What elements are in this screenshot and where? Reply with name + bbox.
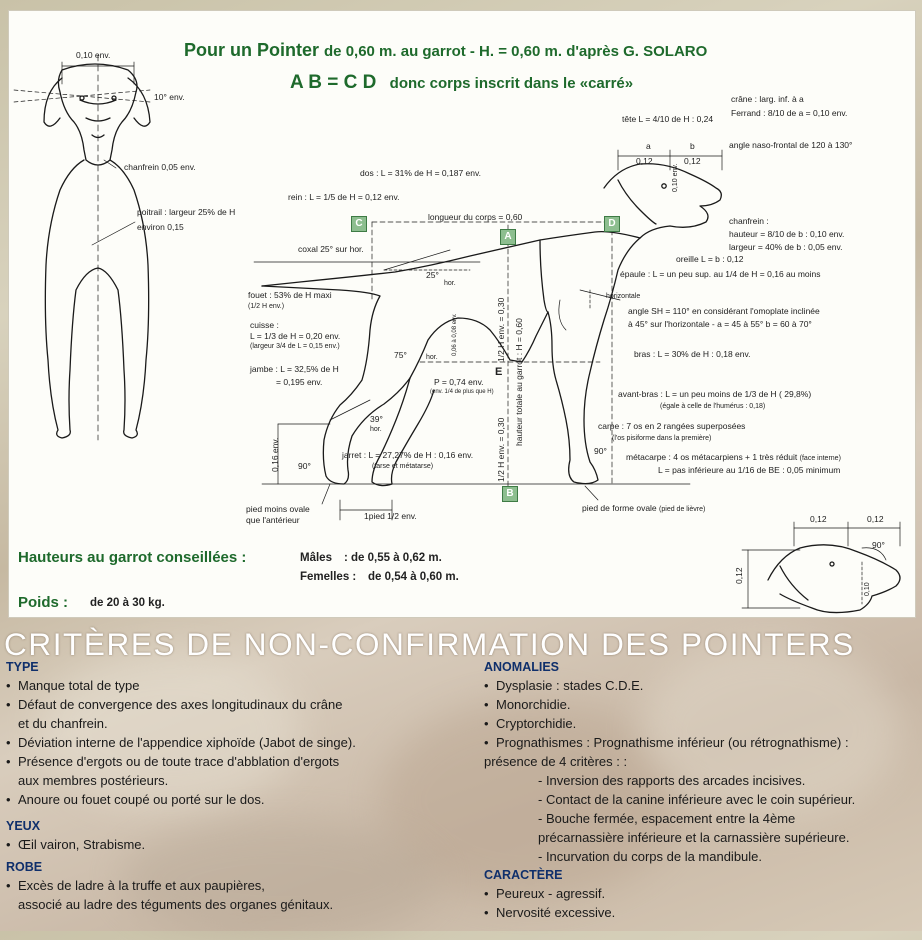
label-ferrand: Ferrand : 8/10 de a = 0,10 env. [731,108,848,118]
page-title: CRITÈRES DE NON-CONFIRMATION DES POINTERS [4,626,855,662]
list-item-text: Manque total de type [18,678,140,693]
list-item-text: Monorchidie. [496,697,571,712]
label-metacarpe-note: (face interne) [799,455,841,462]
heights-males-label: Mâles [300,552,332,564]
label-epaule: épaule : L = un peu sup. au 1/4 de H = 0,16 au moins [620,269,821,279]
header-line-1-rest: de 0,60 m. au garrot - H. = 0,60 m. d'après G. SOLARO [324,43,708,60]
label-chanfrein-1: hauteur = 8/10 de b : 0,10 env. [729,229,845,239]
label-piedhalf: 1pied 1/2 env. [364,511,417,521]
list-item: • Prognathismes : Prognathisme inférieur (ou rétrognathisme) : [484,735,849,750]
left-column [6,660,456,914]
label-jarret-2: (tarse et métatarse) [372,463,434,470]
mini-head-diagram [742,522,900,613]
list-item-text: Prognathismes : Prognathisme inférieur (ou rétrognathisme) : [496,735,849,750]
label-rein: rein : L = 1/5 de H = 0,12 env. [288,192,400,202]
section-robe-title: ROBE [6,860,43,874]
label-90deg-a: 90° [298,461,311,471]
label-jambe-2: = 0,195 env. [276,377,323,387]
label-pied-2: que l'antérieur [246,515,300,525]
label-half-h-bot: 1/2 H env. = 0,30 [496,417,506,482]
label-tete: tête L = 4/10 de H : 0,24 [622,114,714,124]
right-column [484,660,916,922]
point-a-box: A [500,229,516,245]
list-item: • Dysplasie : stades C.D.E. [484,678,644,693]
front-view-dog [44,64,150,438]
front-chanfrein: chanfrein 0,05 env. [124,162,196,172]
front-poitrail-2: environ 0,15 [137,222,184,232]
label-chest: 0,06 à 0,08 env. [452,313,458,356]
heights-females-value: de 0,54 à 0,60 m. [368,571,459,583]
label-cuisse-2: (largeur 3/4 de L = 0,15 env.) [250,343,340,350]
header-line-2-bold: A B = C D [290,72,377,93]
list-item-text: Cryptorchidie. [496,716,577,731]
point-b-box: B [502,486,518,502]
label-p: P = 0,74 env. [434,377,484,387]
label-half-h-top: 1/2 H env. = 0,30 [496,297,506,362]
list-item: • Défaut de convergence des axes longitudinaux du crâne [6,697,343,712]
front-poitrail: poitrail : largeur 25% de H [137,207,236,217]
label-horizontale: horizontale [606,293,641,300]
label-b-val: 0,12 [684,156,701,166]
label-a: a [646,141,651,151]
label-fouet: fouet : 53% de H maxi [248,290,332,300]
label-naso: angle naso-frontal de 120 à 130° [729,140,853,150]
list-item-text: Anoure ou fouet coupé ou porté sur le dos. [18,792,265,807]
header-line-2-rest: donc corps inscrit dans le «carré» [389,75,634,92]
label-fouet-2: (1/2 H env.) [248,303,285,310]
label-pied: pied moins ovale [246,504,310,514]
list-item: • Déviation interne de l'appendice xiphoïde (Jabot de singe). [6,735,356,750]
list-item-text: Présence d'ergots ou de toute trace d'abblation d'ergots [18,754,340,769]
label-chanfrein-h: chanfrein : [729,216,769,226]
label-head-010: 0,10 env. [672,163,679,192]
label-sh: angle SH = 110° en considérant l'omoplate inclinée [628,306,820,316]
label-jambe: jambe : L = 32,5% de H [250,364,339,374]
label-hor: hor. [444,280,456,287]
label-25deg: 25° [426,270,439,280]
mini-head-w2: 0,12 [867,514,884,524]
list-item-cont: aux membres postérieurs. [18,773,169,788]
label-pied-ovale [582,503,705,513]
label-75deg: 75° [394,350,407,360]
list-item: • Anoure ou fouet coupé ou porté sur le dos. [6,792,265,807]
label-h016: 0,16 env. [270,437,280,472]
section-type-title: TYPE [6,660,39,674]
list-item-text: Déviation interne de l'appendice xiphoïde (Jabot de singe). [18,735,356,750]
label-avantbras-2: (égale à celle de l'humérus : 0,18) [660,403,766,410]
label-chanfrein-2: largeur = 40% de b : 0,05 env. [729,242,843,252]
sub-item: - Contact de la canine inférieure avec le coin supérieur. [538,792,856,807]
list-item: • Peureux - agressif. [484,886,606,901]
label-crane: crâne : larg. inf. à a [731,94,804,104]
label-coxal: coxal 25° sur hor. [298,244,364,254]
label-a-val: 0,12 [636,156,653,166]
label-longueur: longueur du corps = 0,60 [428,212,523,222]
sub-item: - Bouche fermée, espacement entre la 4ème [538,811,796,826]
label-b: b [690,141,695,151]
heights-title: Hauteurs au garrot conseillées : [18,549,247,566]
label-90deg-b: 90° [594,446,607,456]
point-e-label: E [495,366,503,378]
section-caractere-title: CARACTÈRE [484,868,563,882]
label-hor-2: hor. [426,354,438,361]
list-item-text: Nervosité excessive. [496,905,616,920]
front-angle: 10° env. [154,92,185,102]
label-dos: dos : L = 31% de H = 0,187 env. [360,168,481,178]
list-item-text: Excès de ladre à la truffe et aux paupières, [18,878,265,893]
label-metacarpe-2: L = pas inférieure au 1/16 de BE : 0,05 minimum [658,465,841,475]
point-d-box: D [604,216,620,232]
header-line-2 [290,72,633,94]
section-yeux-title: YEUX [6,819,41,833]
mini-head-w1: 0,12 [810,514,827,524]
weight-title: Poids : [18,594,69,611]
list-item: • Œil vairon, Strabisme. [6,837,146,852]
heights-males-value: : de 0,55 à 0,62 m. [344,552,442,564]
list-item-text: Œil vairon, Strabisme. [18,837,146,852]
list-item-cont: présence de 4 critères : : [484,754,628,769]
section-anomalies-title: ANOMALIES [484,660,559,674]
label-avantbras: avant-bras : L = un peu moins de 1/3 de H ( 29,8%) [618,389,812,399]
list-item: • Cryptorchidie. [484,716,577,731]
label-total-h: hauteur totale au garrot : H = 0,60 [514,318,524,446]
label-cuisse: cuisse : [250,320,279,330]
label-hor-3: hor. [370,426,382,433]
header-line-1 [184,40,707,61]
list-item-cont: et du chanfrein. [18,716,108,731]
label-cuisse-1: L = 1/3 de H = 0,20 env. [250,331,341,341]
label-bras: bras : L = 30% de H : 0,18 env. [634,349,751,359]
list-item: • Monorchidie. [484,697,571,712]
front-head-width: 0,10 env. [76,50,111,60]
list-item-text: Défaut de convergence des axes longitudinaux du crâne [18,697,343,712]
list-item: • Nervosité excessive. [484,905,616,920]
label-pied-ovale-2: (pied de lièvre) [659,506,706,513]
label-carpe: carpe : 7 os en 2 rangées superposées [598,421,746,431]
mini-head-h: 0,12 [734,567,744,584]
list-item-text: Dysplasie : stades C.D.E. [496,678,644,693]
list-item-cont: associé au ladre des téguments des organes génitaux. [18,897,334,912]
sub-item: précarnassière inférieure et la carnassière supérieure. [538,830,850,845]
list-item: • Manque total de type [6,678,140,693]
mini-head-angle: 90° [872,540,885,550]
label-metacarpe-main: métacarpe : 4 os métacarpiens + 1 très réduit [626,452,798,462]
label-sh-2: à 45° sur l'horizontale - a = 45 à 55° b = 60 à 70° [628,319,812,329]
label-p-2: (env. 1/4 de plus que H) [430,389,494,395]
label-carpe-2: (l'os pisiforme dans la première) [612,435,712,442]
list-item-text: Peureux - agressif. [496,886,606,901]
label-pied-ovale-1: pied de forme ovale [582,503,657,513]
mini-head-inner: 0,10 [864,582,871,596]
sub-item: - Incurvation du corps de la mandibule. [538,849,763,864]
label-jarret: jarret : L = 27,27% de H : 0,16 env. [342,450,474,460]
label-39deg: 39° [370,414,383,424]
label-metacarpe [626,452,841,462]
sub-item: - Inversion des rapports des arcades incisives. [538,773,806,788]
list-item: • Présence d'ergots ou de toute trace d'abblation d'ergots [6,754,340,769]
header-line-1-bold: Pour un Pointer [184,40,319,60]
point-c-box: C [351,216,367,232]
heights-females-label: Femelles : [300,571,357,583]
weight-value: de 20 à 30 kg. [90,597,165,609]
label-oreille: oreille L = b : 0,12 [676,254,744,264]
list-item: • Excès de ladre à la truffe et aux paupières, [6,878,265,893]
